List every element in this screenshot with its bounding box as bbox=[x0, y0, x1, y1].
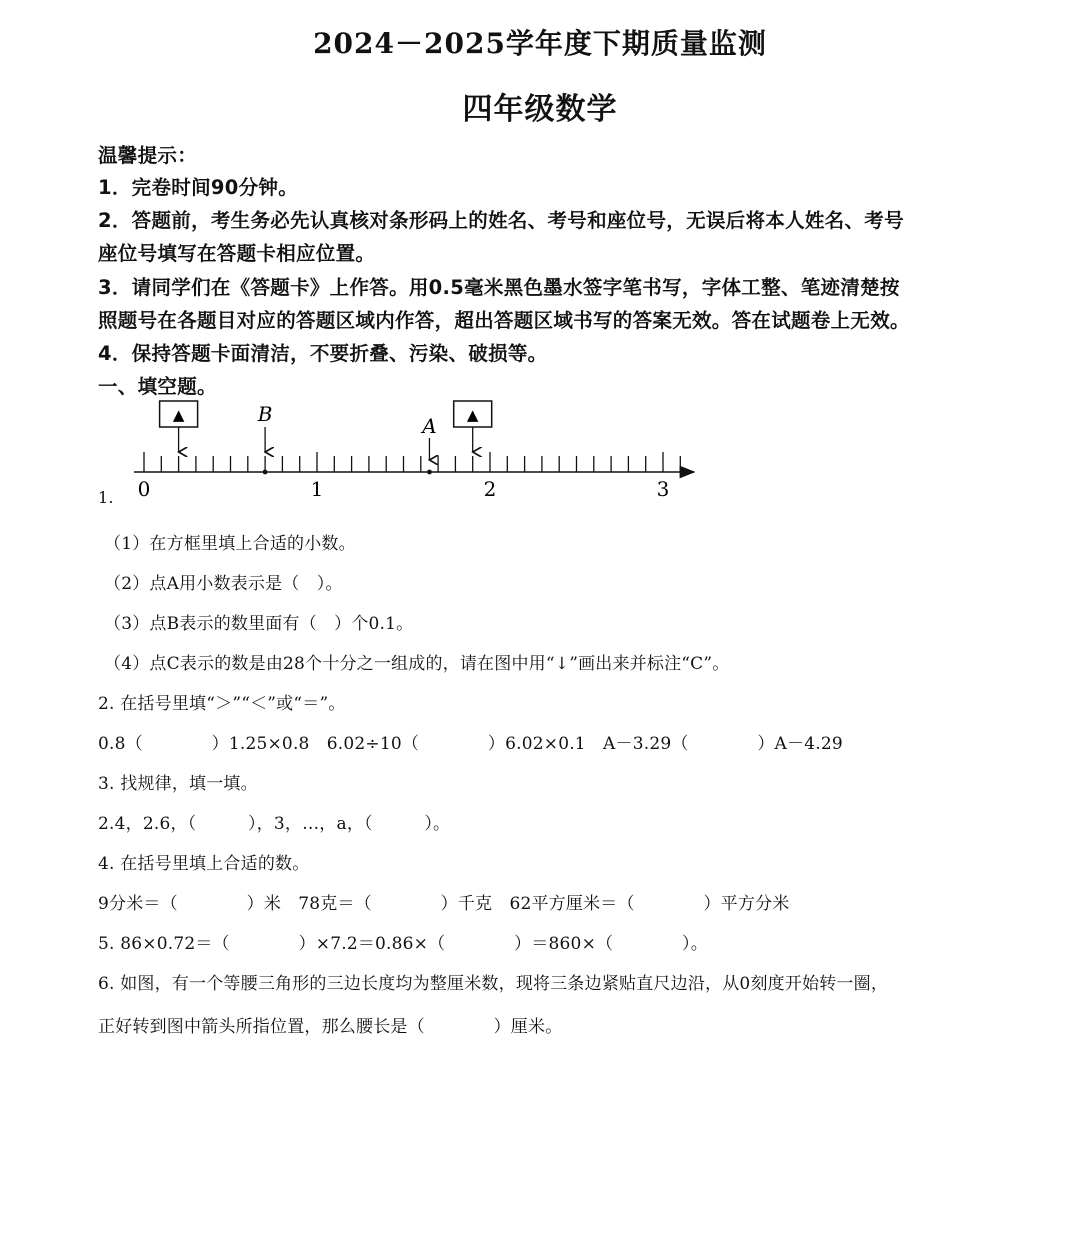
question-1-number: 1. bbox=[98, 488, 114, 507]
point-a-label: A bbox=[422, 414, 437, 438]
question-1-part-1: （1）在方框里填上合适的小数。 bbox=[104, 534, 356, 554]
tick-label-3: 3 bbox=[656, 477, 670, 501]
question-5-equation: 5. 86×0.72＝（ ）×7.2＝0.86×（ ）＝860×（ ）。 bbox=[98, 934, 708, 954]
tip-line-3: 座位号填写在答题卡相应位置。 bbox=[98, 242, 376, 265]
number-line-ticks bbox=[144, 452, 680, 472]
question-6-line-1: 6. 如图，有一个等腰三角形的三边长度均为整厘米数，现将三条边紧贴直尺边沿，从0刻度开始转一圈， bbox=[98, 974, 889, 994]
question-1-part-3: （3）点B表示的数里面有（ ）个0.1。 bbox=[104, 614, 414, 634]
tip-line-2: 2．答题前，考生务必先认真核对条形码上的姓名、考号和座位号，无误后将本人姓名、考号 bbox=[98, 209, 904, 232]
section-heading-fill-blank: 一、填空题。 bbox=[98, 375, 217, 398]
tip-line-5: 照题号在各题目对应的答题区域内作答，超出答题区域书写的答案无效。答在试题卷上无效。 bbox=[98, 309, 910, 332]
point-a-dot bbox=[427, 470, 432, 475]
tick-label-1: 1 bbox=[310, 477, 324, 501]
point-b-label: B bbox=[257, 402, 273, 426]
question-3-prompt: 3. 找规律，填一填。 bbox=[98, 774, 258, 794]
question-4-prompt: 4. 在括号里填上合适的数。 bbox=[98, 854, 310, 874]
exam-title: 2024－2025学年度下期质量监测 bbox=[313, 27, 767, 60]
point-b-dot bbox=[263, 470, 268, 475]
number-line-figure bbox=[128, 396, 708, 506]
box-1-triangle-icon: ▲ bbox=[172, 406, 185, 424]
question-3-sequence: 2.4，2.6，（ ），3，…，a，（ ）。 bbox=[98, 814, 451, 834]
tick-label-2: 2 bbox=[483, 477, 497, 501]
question-1-part-2: （2）点A用小数表示是（ ）。 bbox=[104, 574, 343, 594]
tip-line-4: 3．请同学们在《答题卡》上作答。用0.5毫米黑色墨水签字笔书写，字体工整、笔迹清楚按 bbox=[98, 276, 900, 299]
question-4-conversions: 9分米＝（ ）米 78克＝（ ）千克 62平方厘米＝（ ）平方分米 bbox=[98, 894, 790, 914]
tip-line-6: 4．保持答题卡面清洁，不要折叠、污染、破损等。 bbox=[98, 342, 548, 365]
tick-label-0: 0 bbox=[137, 477, 151, 501]
question-2-prompt: 2. 在括号里填“＞”“＜”或“＝”。 bbox=[98, 694, 346, 714]
tip-line-1: 1．完卷时间90分钟。 bbox=[98, 176, 299, 199]
question-6-line-2: 正好转到图中箭头所指位置，那么腰长是（ ）厘米。 bbox=[98, 1017, 563, 1037]
box-2-triangle-icon: ▲ bbox=[466, 406, 479, 424]
number-line-svg bbox=[128, 396, 708, 506]
question-1-part-4: （4）点C表示的数是由28个十分之一组成的，请在图中用“↓”画出来并标注“C”。 bbox=[104, 654, 730, 674]
exam-subtitle: 四年级数学 bbox=[462, 92, 618, 127]
question-2-comparisons: 0.8（ ）1.25×0.8 6.02÷10（ ）6.02×0.1 A－3.29（ ）A－4.29 bbox=[98, 734, 843, 754]
tips-heading: 温馨提示： bbox=[98, 144, 198, 167]
